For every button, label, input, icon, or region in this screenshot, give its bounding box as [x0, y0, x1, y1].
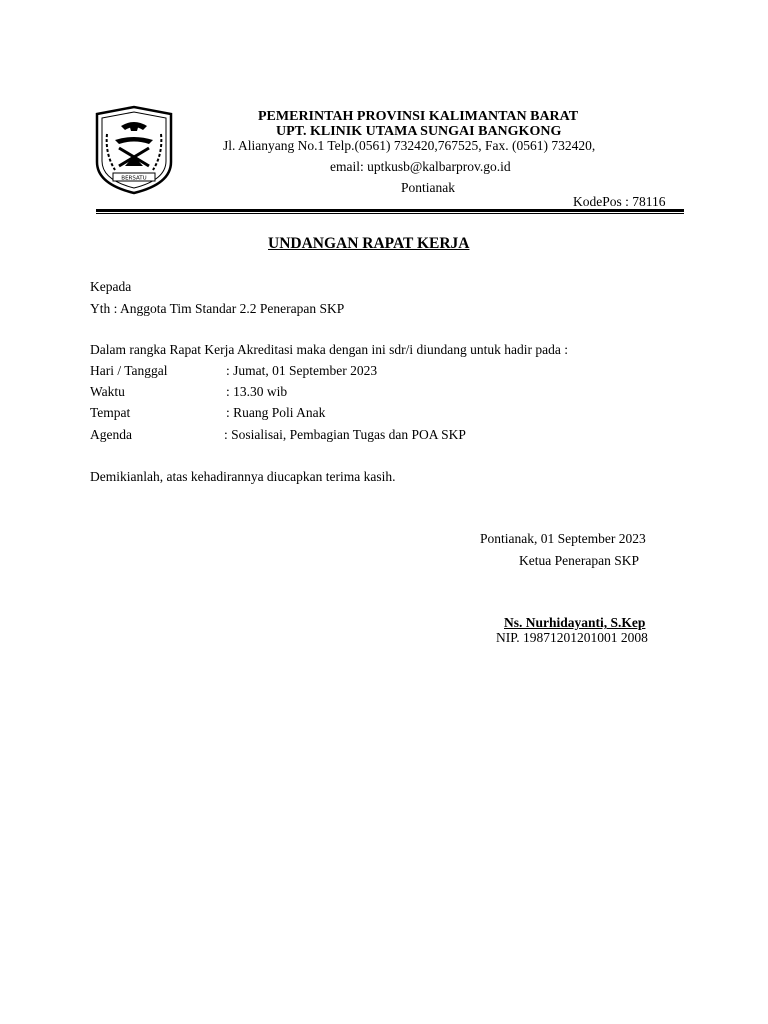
- provincial-emblem-icon: [91, 104, 177, 196]
- detail-label-time: Waktu: [90, 384, 125, 399]
- closing-text: Demikianlah, atas kehadirannya diucapkan terima kasih.: [90, 469, 396, 484]
- document-title: UNDANGAN RAPAT KERJA: [268, 235, 470, 252]
- signature-place-date: Pontianak, 01 September 2023: [480, 531, 646, 546]
- recipient-to: Kepada: [90, 279, 132, 294]
- recipient-yth: Yth : Anggota Tim Standar 2.2 Penerapan SKP: [90, 301, 345, 316]
- signature-position: Ketua Penerapan SKP: [519, 553, 639, 568]
- detail-label-place: Tempat: [90, 405, 131, 420]
- letterhead-city: Pontianak: [401, 180, 455, 195]
- intro-text: Dalam rangka Rapat Kerja Akreditasi maka dengan ini sdr/i diundang untuk hadir pada :: [90, 342, 568, 357]
- header-rule-thin: [96, 213, 684, 214]
- letterhead-clinic: UPT. KLINIK UTAMA SUNGAI BANGKONG: [276, 124, 562, 139]
- signature-name: Ns. Nurhidayanti, S.Kep: [504, 615, 646, 630]
- detail-label-date: Hari / Tanggal: [90, 363, 168, 378]
- detail-value-time: : 13.30 wib: [226, 384, 288, 399]
- letterhead-address: Jl. Alianyang No.1 Telp.(0561) 732420,767525, Fax. (0561) 732420,: [223, 138, 596, 153]
- detail-label-agenda: Agenda: [90, 427, 132, 442]
- letterhead-postal: KodePos : 78116: [573, 194, 666, 209]
- detail-value-place: : Ruang Poli Anak: [226, 405, 326, 420]
- letterhead-email: email: uptkusb@kalbarprov.go.id: [330, 159, 511, 174]
- svg-text:BERSATU: BERSATU: [121, 175, 147, 182]
- detail-value-agenda: : Sosialisai, Pembagian Tugas dan POA SKP: [224, 427, 466, 442]
- signature-nip: NIP. 19871201201001 2008: [496, 630, 648, 645]
- letterhead-government: PEMERINTAH PROVINSI KALIMANTAN BARAT: [258, 109, 579, 124]
- header-rule-thick: [96, 209, 684, 212]
- detail-value-date: : Jumat, 01 September 2023: [226, 363, 378, 378]
